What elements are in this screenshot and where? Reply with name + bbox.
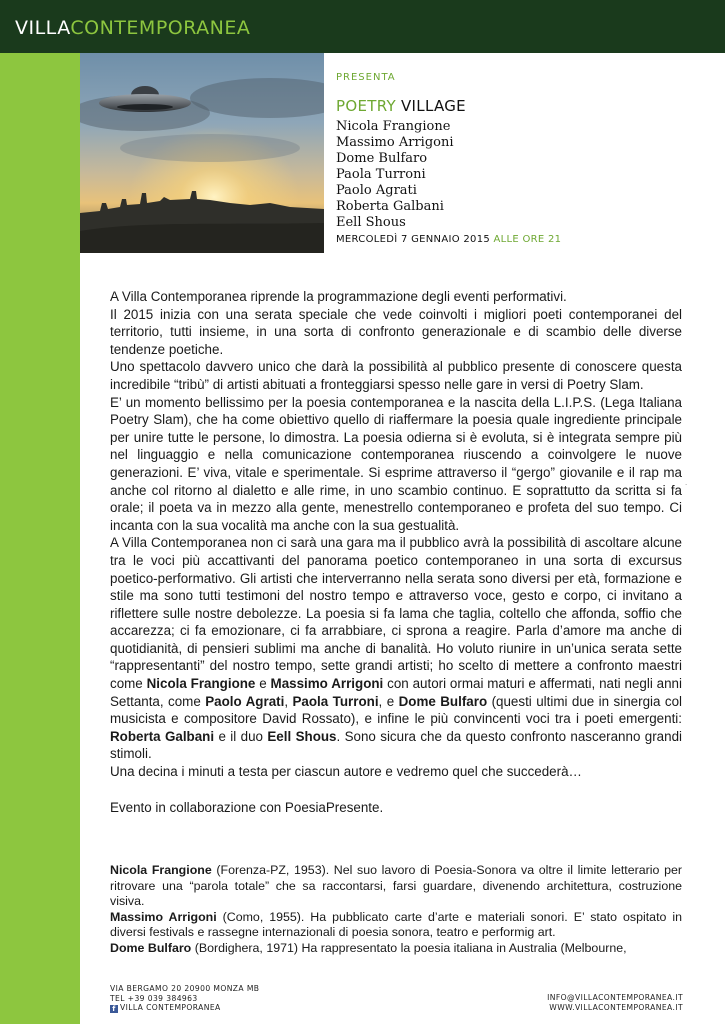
paragraph: Uno spettacolo davvero unico che darà la possibilità al pubblico presente di conoscere questa incredibile “tribù” di artisti abituati a fronteggiarsi spesso nelle gare in versi di Poetry Slam. [110,359,682,392]
brand-logo [15,17,250,39]
artist-name: Eell Shous [336,215,406,230]
artist-name: Nicola Frangione [336,119,451,134]
artist-name: Paolo Agrati [336,183,417,198]
side-green-strip [0,53,80,1024]
paragraph: Una decina i minuti a testa per ciascun autore e vedremo quel che succederà… [110,764,582,780]
text-run: e il duo [214,728,268,744]
event-date-time: ALLE ORE 21 [493,234,562,245]
artist-name: Paola Turroni [336,167,426,182]
brand-villa: VILLA [15,17,71,39]
stray-mark: . [685,478,688,487]
footer-email[interactable]: INFO@VILLACONTEMPORANEA.IT [547,993,683,1002]
hero-image [80,53,324,253]
bio-text: (Forenza-PZ, 1953). Nel suo lavoro di Poesia-Sonora va oltre il limite letterario per ritrovare una “parola totale” che sa raccontarsi, farsi guardare, divenendo architettura, costruzione visiva. [110,863,682,908]
footer-contact [110,984,259,1013]
bio-name: Nicola Frangione [110,863,212,877]
artist-name-bold: Eell Shous [267,728,337,744]
text-run: . Sono sicura che da questo confronto nasceranno grandi stimoli. [110,728,682,762]
footer-facebook-label: VILLA CONTEMPORANEA [120,1003,221,1013]
text-run: con autori ormai maturi e affermati, nati negli anni Settanta, come [110,676,682,709]
facebook-icon: f [110,1005,118,1013]
text-run: , [284,693,293,709]
footer-facebook[interactable] [110,1003,259,1013]
collaboration-note: Evento in collaborazione con PoesiaPresente. [110,799,384,815]
artist-name-bold: Paola Turroni [292,693,379,709]
artist-name-bold: Paolo Agrati [205,693,285,709]
paragraph: Il 2015 inizia con una serata speciale che vede coinvolti i migliori poeti contemporanei del territorio, tutti insieme, in una sorta di confronto generazionale e di scambio delle diverse tendenze poetiche. [110,306,682,357]
artist-bios [110,863,682,956]
footer-web [547,993,683,1012]
bio-entry [110,941,682,957]
text-run: (questi ultimi due in sinergia col musicista e compositore David Rossato), e infine le più convincenti voci tra i poeti emergenti: [110,693,682,727]
text-run: e [255,676,271,692]
artist-name: Dome Bulfaro [336,151,428,166]
paragraph: A Villa Contemporanea riprende la programmazione degli eventi performativi. [110,289,567,304]
event-date-day: MERCOLEDÌ 7 GENNAIO 2015 [336,234,491,245]
paragraph: E’ un momento bellissimo per la poesia contemporanea e la nascita della L.I.P.S. (Lega Italiana Poetry Slam), che ha come obiettivo quello di riaffermare la poesia quale ingrediente principale per unire tutte le persone, lo dimostra. La poesia odierna si è evoluta, si è integrata sempre più nel linguaggio e nella comunicazione contemporanea riuscendo a coinvolgere le nuove generazioni. E’ viva, vitale e sperimentale. Si esprime attraverso il “gergo” giovanile e il rap ma anche col ritorno al dialetto e alle rime, in uno scambio continuo. E soprattutto da scritta si fa orale; il poeta va in mezzo alla gente, menestrello contemporaneo e profeta del suo tempo. Ci incanta con la sua vocalità ma anche con la sua gestualità. [110,394,682,533]
presenta-label: PRESENTA [336,72,396,83]
event-info [336,72,716,245]
event-date [336,234,716,245]
article-body [110,288,682,816]
artist-name-bold: Roberta Galbani [110,728,215,744]
bio-text: (Bordighera, 1971) Ha rappresentato la poesia italiana in Australia (Melbourne, [191,940,627,955]
paragraph [110,534,682,763]
artist-name-bold: Massimo Arrigoni [270,676,384,692]
bio-entry [110,910,682,941]
artist-name: Roberta Galbani [336,199,444,214]
footer-address: VIA BERGAMO 20 20900 MONZA MB [110,984,260,993]
event-title-village: VILLAGE [401,97,466,115]
header-bar [0,0,725,53]
event-title-poetry: POETRY [336,97,396,115]
event-title [336,97,716,115]
bio-name: Dome Bulfaro [110,940,192,955]
text-run: , e [378,693,399,709]
bio-name: Massimo Arrigoni [110,909,217,924]
artist-name-bold: Nicola Frangione [146,676,256,692]
bio-text: (Como, 1955). Ha pubblicato carte d’arte e materiali sonori. E’ stato ospitato in diversi festivals e rassegne internazionali di poesia sonora, teatro e performig art. [110,909,682,939]
footer-phone: TEL +39 039 384963 [110,993,198,1003]
footer-website[interactable]: WWW.VILLACONTEMPORANEA.IT [549,1002,683,1012]
text-run: A Villa Contemporanea non ci sarà una gara ma il pubblico avrà la possibilità di ascoltare alcune tra le voci più accattivanti del panorama poetico contemporaneo in una sorta di excursus poetico-performativo. Gli artisti che interverranno nella serata sono diversi per età, formazione e stile ma sono tutti testimoni del nostro tempo e attraverso voce, gesto e corpo, ci invitano a riflettere sulle nostre debolezze. La poesia si fa lama che taglia, coltello che affonda, soffio che accarezza; ci fa emozionare, ci fa arrabbiare, ci sprona a reagire. Parla d’amore ma anche di quotidianità, di pensieri sublimi ma anche di banalità. Ho voluto riunire in un’unica serata sette “rappresentanti” del nostro tempo, sette grandi artisti; ho scelto di mettere a confronto maestri come [110,535,682,692]
artist-name: Massimo Arrigoni [336,135,454,150]
artist-list [336,119,716,231]
brand-contemporanea: CONTEMPORANEA [70,17,251,39]
bio-entry [110,863,682,910]
artist-name-bold: Dome Bulfaro [398,693,488,709]
